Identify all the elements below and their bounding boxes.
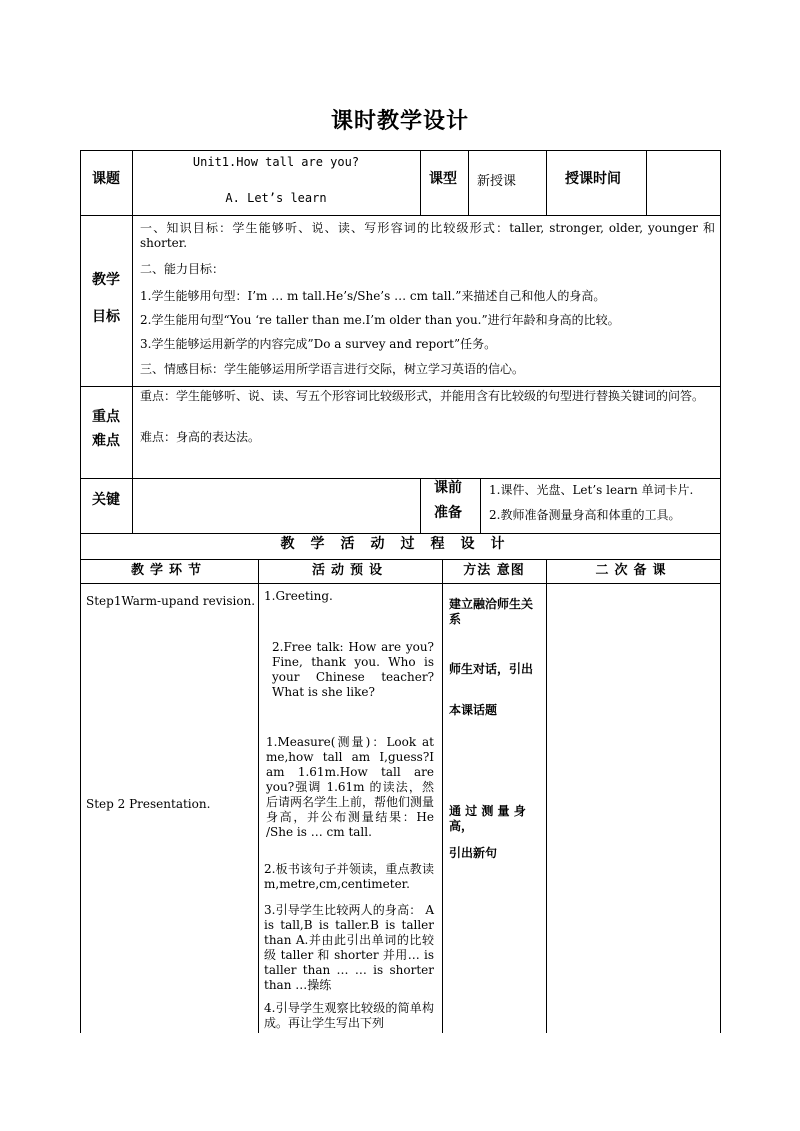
goal-ability-3: 3.学生能够运用新学的内容完成”Do a survey and report”任务。	[140, 337, 497, 351]
activity-section-title: 教学活动过程设计	[280, 536, 521, 552]
goal-ability-heading: 二、能力目标：	[140, 262, 225, 276]
activity-board-writing: 2.板书该句子并领读，重点教读 m,metre,cm,centimeter.	[264, 862, 434, 891]
key-difficulty: 难点：身高的表达法。	[140, 430, 261, 444]
col-header-stage: 教学环节	[130, 563, 207, 578]
topic-line-1: Unit1.How tall are you?	[192, 155, 360, 169]
lesson-type-value: 新授课	[477, 174, 517, 189]
prep-item-1: 1.课件、光盘、Let’s learn 单词卡片.	[489, 483, 694, 497]
col-header-method: 方法 意图	[463, 563, 525, 578]
goal-ability-1: 1.学生能够用句型：I’m … m tall.He’s/She’s … cm tall.”来描述自己和他人的身高。	[140, 289, 606, 303]
step-2: Step 2 Presentation.	[86, 797, 211, 811]
goal-ability-2: 2.学生能用句型“You ‘re taller than me.I’m older than you.”进行年龄和身高的比较。	[140, 313, 620, 327]
activity-compare-heights: 3.引导学生比较两人的身高： A is tall,B is taller.B is taller than A.并由此引出单词的比较级 taller 和 shorter 并用… is taller than … … is shorter than …操练	[264, 903, 434, 992]
activity-observe-comparatives: 4.引导学生观察比较级的简单构成。再让学生写出下列	[264, 1001, 434, 1030]
goals-label-top: 教学	[92, 272, 120, 288]
topic-line-2: A. Let’s learn	[225, 191, 327, 205]
goal-knowledge: 一、知识目标：学生能够听、说、读、写形容词的比较级形式：taller, stronger, older, younger 和 shorter.	[140, 221, 715, 250]
activity-measure: 1.Measure(测量)：Look at me,how tall am I,guess?I am 1.61m.How tall are you?强调 1.61m 的读法，然后请两名学生上前，帮他们测量身高，并公布测量结果：He /She is … cm tall.	[266, 735, 435, 839]
prep-label-top: 课前	[434, 480, 462, 496]
topic-label: 课题	[92, 171, 120, 187]
key-label: 关键	[92, 492, 120, 508]
goal-emotion: 三、情感目标：学生能够运用所学语言进行交际，树立学习英语的信心。	[140, 362, 525, 376]
method-rapport: 建立融洽师生关系	[449, 597, 534, 626]
prep-label-bottom: 准备	[434, 505, 462, 521]
activity-greeting: 1.Greeting.	[264, 589, 333, 603]
keypoints-label-top: 重点	[92, 409, 120, 425]
method-measure: 通 过 测 量 身 高，	[449, 804, 526, 833]
method-topic: 本课话题	[449, 703, 498, 717]
step-1: Step1Warm-upand revision.	[86, 594, 256, 608]
col-header-activity: 活动预设	[311, 563, 388, 578]
lesson-type-label: 课型	[429, 171, 457, 187]
col-header-second-prep: 二次备课	[595, 563, 672, 578]
page-title: 课时教学设计	[330, 108, 469, 134]
method-dialogue: 师生对话，引出	[449, 662, 534, 676]
goals-label-bottom: 目标	[92, 309, 120, 325]
keypoints-label-bottom: 难点	[92, 433, 120, 449]
key-focus: 重点：学生能够听、说、读、写五个形容词比较级形式，并能用含有比较级的句型进行替换关键词的问答。	[140, 389, 705, 403]
class-time-label: 授课时间	[565, 171, 621, 187]
activity-free-talk: 2.Free talk: How are you? Fine, thank you. Who is your Chinese teacher? What is she like?	[272, 640, 434, 699]
method-new-sentence: 引出新句	[449, 846, 498, 860]
prep-item-2: 2.教师准备测量身高和体重的工具。	[489, 508, 681, 522]
